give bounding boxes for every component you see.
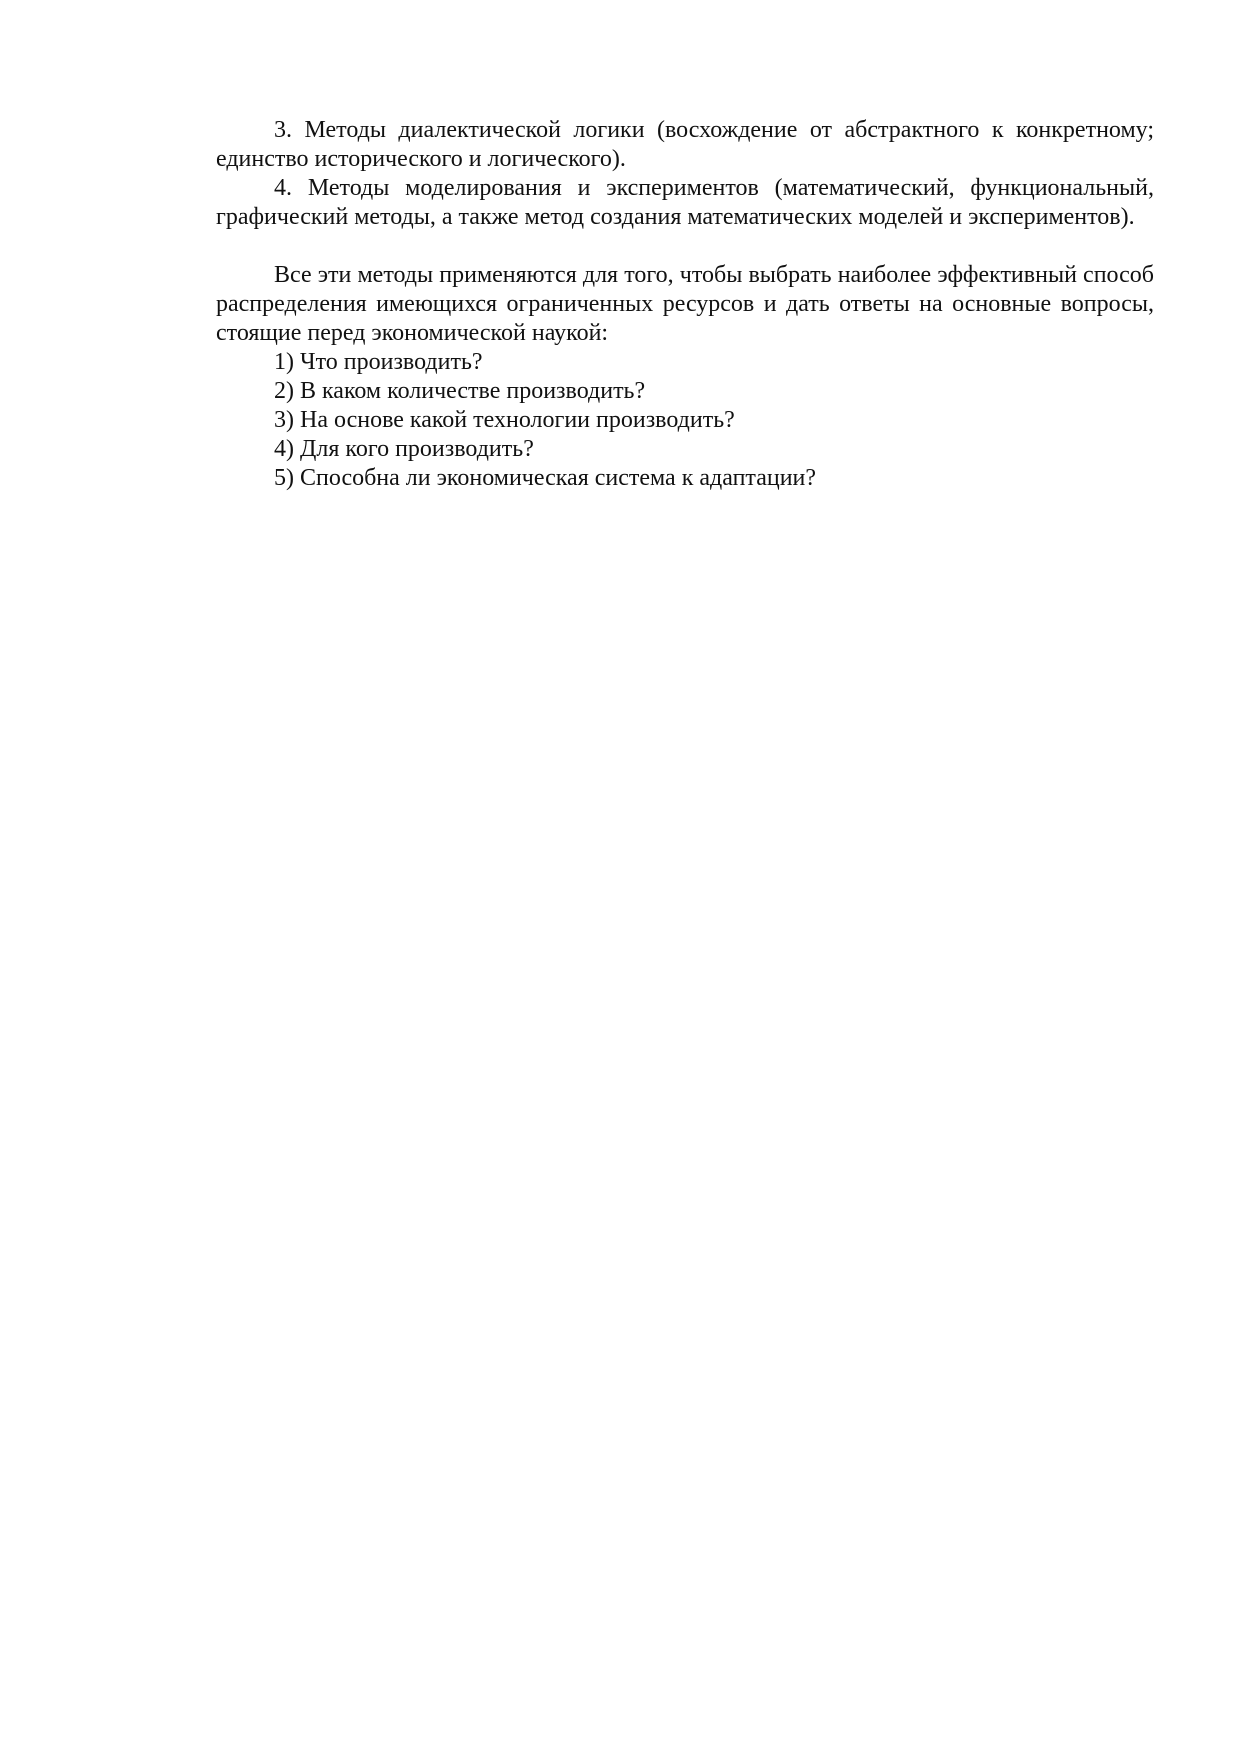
paragraph-spacer xyxy=(216,232,1154,261)
question-item-2: 2) В каком количестве производить? xyxy=(274,378,646,404)
question-item-4: 4) Для кого производить? xyxy=(274,436,534,462)
document-body xyxy=(216,116,1154,493)
question-item-5: 5) Способна ли экономическая система к адаптации? xyxy=(274,465,817,491)
method-item-4: 4. Методы моделирования и экспериментов (математический, функциональный, графический методы, а также метод создания математических моделей и экспериментов). xyxy=(216,175,1154,230)
method-item-3: 3. Методы диалектической логики (восхождение от абстрактного к конкретному; единство исторического и логического). xyxy=(216,117,1154,172)
question-item-3: 3) На основе какой технологии производить? xyxy=(274,407,735,433)
question-item-1: 1) Что производить? xyxy=(274,349,483,375)
summary-paragraph: Все эти методы применяются для того, чтобы выбрать наиболее эффективный способ распределения имеющихся ограниченных ресурсов и дать ответы на основные вопросы, стоящие перед экономической наукой: xyxy=(216,262,1154,346)
